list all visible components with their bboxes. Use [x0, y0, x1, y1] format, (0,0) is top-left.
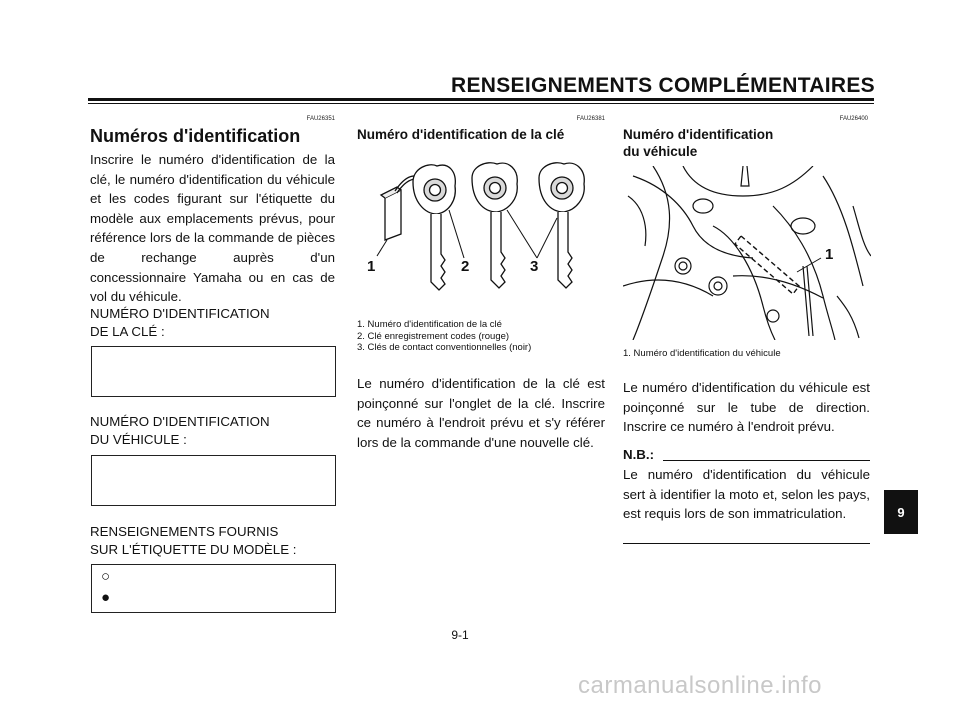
- vehicle-number-label: NUMÉRO D'IDENTIFICATION DU VÉHICULE :: [90, 414, 270, 447]
- note-end-rule: [623, 543, 870, 544]
- key-number-label: NUMÉRO D'IDENTIFICATION DE LA CLÉ :: [90, 306, 270, 339]
- header-rule-thin: [88, 103, 874, 104]
- leader-line: [449, 210, 464, 258]
- figure-legend: 1. Numéro d'identification du véhicule: [623, 348, 781, 359]
- vehicle-number-field[interactable]: [91, 455, 336, 506]
- chapter-tab[interactable]: 9: [884, 490, 918, 534]
- model-label-field[interactable]: [91, 564, 336, 613]
- leader-line: [537, 218, 557, 258]
- intro-paragraph: Inscrire le numéro d'identification de la clé, le numéro d'identification du véhicule et les codes figurant sur l'étiquette du modèle aux emplacements prévus, pour référence lors de la commande de pièces de rechange auprès d'un concessionnaire Yamaha ou en cas de vol du véhicule.: [90, 152, 335, 305]
- section-title: Numéro d'identification du véhicule: [623, 127, 774, 159]
- callout-number: 2: [461, 258, 470, 275]
- figure-legend: 1. Numéro d'identification de la clé 2. Clé enregistrement codes (rouge) 3. Clés de contact conventionnelles (noir): [357, 319, 532, 353]
- key-icon: [413, 165, 455, 290]
- open-circle-icon: ○: [101, 568, 111, 585]
- page-number: 9-1: [451, 628, 469, 642]
- note-rule: [663, 460, 870, 461]
- section-title: Numéro d'identification de la clé: [357, 127, 565, 142]
- vehicle-frame-illustration: [623, 166, 871, 340]
- reference-code: FAU26400: [839, 116, 868, 122]
- filled-circle-icon: ●: [101, 589, 111, 606]
- leader-line: [377, 240, 387, 256]
- model-label-info-label: RENSEIGNEMENTS FOURNIS SUR L'ÉTIQUETTE DU MODÈLE :: [90, 524, 297, 557]
- header-rule: [88, 98, 874, 101]
- reference-code: FAU26381: [576, 116, 605, 122]
- section-title: Numéros d'identification: [90, 126, 301, 146]
- key-icon: [472, 163, 517, 288]
- watermark: carmanualsonline.info: [578, 672, 822, 699]
- body-paragraph: Le numéro d'identification de la clé est poinçonné sur l'onglet de la clé. Inscrire ce numéro à l'endroit prévu et s'y référer lors de la commande d'une nouvelle clé.: [357, 376, 605, 450]
- note-text: Le numéro d'identification du véhicule sert à identifier la moto et, selon les pays, est requis lors de son immatriculation.: [623, 467, 870, 522]
- leader-line: [507, 210, 537, 258]
- callout-number: 1: [825, 246, 834, 263]
- section-header-title: RENSEIGNEMENTS COMPLÉMENTAIRES: [451, 74, 875, 97]
- keys-illustration: [357, 160, 607, 310]
- body-paragraph: Le numéro d'identification du véhicule est poinçonné sur le tube de direction. Inscrire ce numéro à l'endroit prévu.: [623, 380, 870, 435]
- key-number-field[interactable]: [91, 346, 336, 397]
- callout-number: 1: [367, 258, 376, 275]
- note-label: N.B.:: [623, 447, 655, 462]
- callout-number: 3: [530, 258, 539, 275]
- reference-code: FAU26351: [306, 116, 335, 122]
- key-icon: [539, 163, 584, 288]
